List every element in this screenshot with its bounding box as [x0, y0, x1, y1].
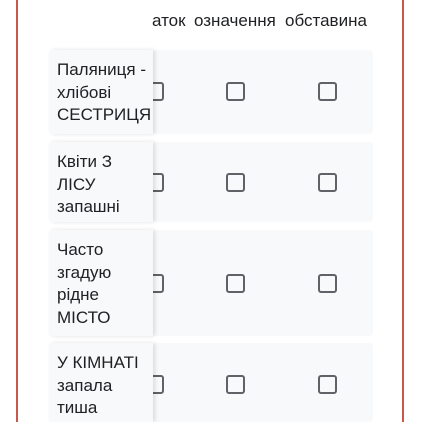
row-label: Квіти З ЛІСУ запашні — [49, 142, 153, 222]
checkbox-row1-col3[interactable] — [318, 82, 337, 101]
grid-row-1 — [49, 50, 373, 134]
grid-row-4 — [49, 343, 373, 422]
column-header-1: аток — [152, 11, 186, 30]
checkbox-row1-col2[interactable] — [226, 82, 245, 101]
card-border-left — [16, 0, 18, 422]
checkbox-row2-col2[interactable] — [226, 173, 245, 192]
grid-row-3 — [49, 230, 373, 336]
column-header-2: означення — [194, 11, 276, 30]
card-border-right — [402, 0, 404, 422]
row-label: У КІМНАТІ запала тиша — [49, 343, 153, 422]
checkbox-row3-col2[interactable] — [226, 274, 245, 293]
checkbox-row4-col2[interactable] — [226, 375, 245, 394]
checkbox-row2-col3[interactable] — [318, 173, 337, 192]
column-header-3: обставина — [285, 11, 367, 30]
checkbox-row4-col3[interactable] — [318, 375, 337, 394]
grid-row-2 — [49, 142, 373, 222]
row-label: Часто згадую рідне МІСТО — [49, 230, 153, 336]
row-label: Паляниця - хлібові СЕСТРИЦЯ — [49, 50, 153, 134]
column-headers — [152, 11, 392, 33]
checkbox-row3-col3[interactable] — [318, 274, 337, 293]
